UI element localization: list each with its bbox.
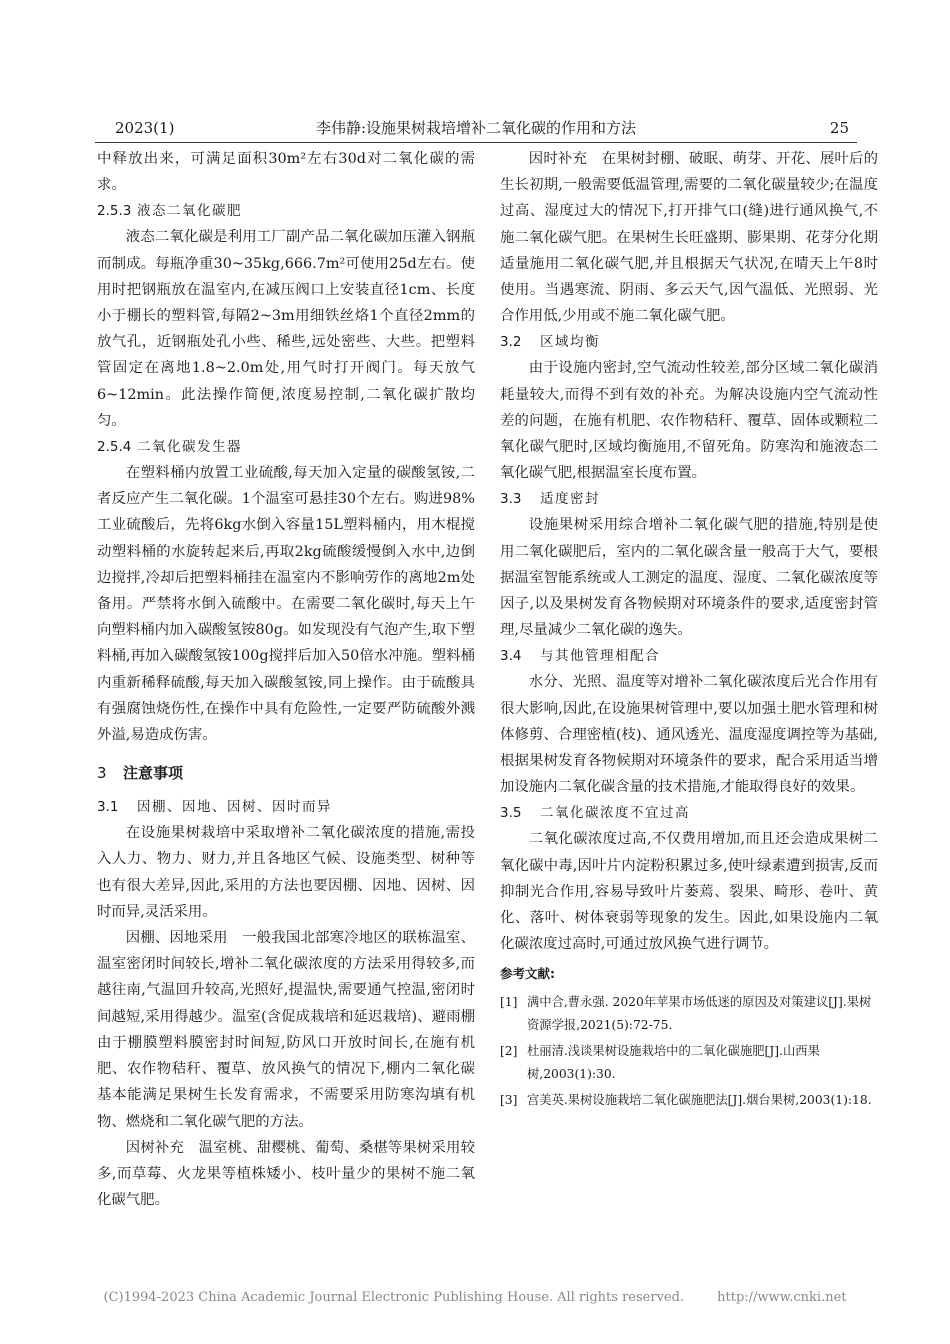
section-number: 3.5 — [500, 805, 522, 822]
footer-url[interactable]: http://www.cnki.net — [717, 1290, 847, 1305]
section-heading-3-4 — [500, 643, 878, 669]
section-heading-2-5-4 — [97, 434, 475, 460]
reference-number: [3] — [500, 1093, 518, 1108]
references-title: 参考文献: — [500, 966, 555, 982]
section-title: 区域均衡 — [540, 334, 600, 351]
section-number: 2.5.3 — [97, 203, 132, 220]
paragraph: 在塑料桶内放置工业硫酸,每天加入定量的碳酸氢铵,二者反应产生二氧化碳。1个温室可悬挂30个左右。购进98%工业硫酸后，先将6kg水倒入容量15L塑料桶内，用木棍搅动塑料桶的水旋转起来后,再取2kg硫酸缓慢倒入水中,边倒边搅拌,冷却后把塑料桶挂在温室内不影响劳作的离地2m处备用。严禁将水倒入硫酸中。在需要二氧化碳时,每天上午向塑料桶内加入碳酸氢铵80g。如发现没有气泡产生,取下塑料桶,再加入碳酸氢铵100g搅拌后加入50倍水冲施。塑料桶内重新稀释硫酸,每天加入碳酸氢铵,同上操作。由于硫酸具有强腐蚀烧伤性,在操作中具有危险性,一定要严防硫酸外溅外溢,易造成伤害。 — [97, 465, 475, 744]
section-number: 3.1 — [97, 799, 119, 816]
right-column — [500, 146, 878, 1116]
page-number: 25 — [829, 119, 849, 137]
reference-item — [500, 991, 878, 1036]
paragraph: 在设施果树栽培中采取增补二氧化碳浓度的措施,需投入人力、物力、财力,并且各地区气候、设施类型、树种等也有很大差异,因此,采用的方法也要因棚、因地、因树、因时而异,灵活采用。 — [97, 825, 475, 920]
running-title: 李伟静:设施果树栽培增补二氧化碳的作用和方法 — [315, 119, 637, 137]
section-title: 二氧化碳浓度不宜过高 — [540, 805, 690, 822]
section-heading-3-3 — [500, 486, 878, 512]
reference-text: 满中合,曹永强. 2020年苹果市场低迷的原因及对策建议[J].果树资源学报,2021(5):72-75. — [527, 995, 872, 1032]
section-number: 3.3 — [500, 491, 522, 508]
section-title: 适度密封 — [540, 491, 600, 508]
section-number: 2.5.4 — [97, 439, 132, 456]
paragraph-lead: 因树补充 — [125, 1139, 185, 1156]
paragraph-lead: 因时补充 — [528, 151, 588, 167]
reference-number: [1] — [500, 995, 518, 1010]
paragraph: 由于设施内密封,空气流动性较差,部分区域二氧化碳消耗量较大,而得不到有效的补充。为解决设施内空气流动性差的问题，在施有机肥、农作物秸秆、覆草、固体或颗粒二氧化碳气肥时,区域均衡施用,不留死角。防寒沟和施液态二氧化碳气肥,根据温室长度布置。 — [500, 360, 878, 482]
paragraph — [97, 1135, 475, 1214]
section-heading-2-5-3 — [97, 198, 475, 224]
paragraph: 二氧化碳浓度过高,不仅费用增加,而且还会造成果树二氧化碳中毒,因叶片内淀粉积累过多,使叶绿素遭到损害,反而抑制光合作用,容易导致叶片萎蔫、裂果、畸形、卷叶、黄化、落叶、树体衰弱等现象的发生。因此,如果设施内二氧化碳浓度过高时,可通过放风换气进行调节。 — [500, 831, 878, 953]
paragraph: 设施果树采用综合增补二氧化碳气肥的措施,特别是使用二氧化碳肥后，室内的二氧化碳含量一般高于大气，要根据温室智能系统或人工测定的温度、湿度、二氧化碳浓度等因子,以及果树发育各物候期对环境条件的要求,适度密封管理,尽量减少二氧化碳的逸失。 — [500, 517, 878, 639]
section-heading-3-1 — [97, 794, 475, 820]
paragraph-body: 温室桃、甜樱桃、葡萄、桑椹等果树采用较多,而草莓、火龙果等植株矮小、枝叶量少的果树不施二氧化碳气肥。 — [97, 1139, 475, 1209]
reference-text: 杜丽清.浅谈果树设施栽培中的二氧化碳施肥[J].山西果树,2003(1):30. — [527, 1044, 820, 1081]
section-title: 二氧化碳发生器 — [137, 439, 242, 456]
section-title: 与其他管理相配合 — [540, 648, 660, 665]
section-heading-3-2 — [500, 329, 878, 355]
section-number: 3.4 — [500, 648, 522, 665]
reference-item — [500, 1040, 878, 1085]
reference-text: 宫美英.果树设施栽培二氧化碳施肥法[J].烟台果树,2003(1):18. — [527, 1093, 872, 1108]
header-rule — [95, 142, 857, 143]
copyright-text: (C)1994-2023 China Academic Journal Electronic Publishing House. All rights reserved. — [103, 1290, 685, 1305]
section-title: 注意事项 — [123, 764, 184, 783]
section-number: 3 — [97, 764, 107, 783]
left-column — [97, 146, 475, 1213]
copyright-footer — [0, 1288, 950, 1308]
section-heading-3-5 — [500, 800, 878, 826]
paragraph — [97, 925, 475, 1135]
paragraph-body: 一般我国北部寒冷地区的联栋温室、温室密闭时间较长,增补二氧化碳浓度的方法采用得较多,而越往南,气温回升较高,光照好,提温快,需要通气控温,密闭时间越短,采用得越少。温室(含促成栽培和延迟栽培)、避雨棚由于棚膜塑料膜密封时间短,防风口开放时间长,在施有机肥、农作物秸秆、覆草、放风换气的情况下,棚内二氧化碳基本能满足果树生长发育需求，不需要采用防寒沟填有机物、燃烧和二氧化碳气肥的方法。 — [97, 930, 475, 1130]
paragraph-body: 在果树封棚、破眠、萌芽、开花、展叶后的生长初期,一般需要低温管理,需要的二氧化碳量较少;在温度过高、湿度过大的情况下,打开排气口(缝)进行通风换气,不施二氧化碳气肥。在果树生长旺盛期、膨果期、花芽分化期适量施用二氧化碳气肥,并且根据天气状况,在晴天上午8时使用。当遇寒流、阴雨、多云天气,因气温低、光照弱、光合作用低,少用或不施二氧化碳气肥。 — [500, 151, 878, 325]
journal-issue: 2023(1) — [115, 119, 175, 137]
running-header — [95, 117, 857, 139]
paragraph-lead: 因棚、因地采用 — [125, 930, 228, 947]
section-number: 3.2 — [500, 334, 522, 351]
section-title: 因棚、因地、因树、因时而异 — [137, 799, 332, 816]
section-title: 液态二氧化碳肥 — [137, 203, 242, 220]
section-heading-3 — [97, 758, 475, 788]
paragraph: 水分、光照、温度等对增补二氧化碳浓度后光合作用有很大影响,因此,在设施果树管理中,要以加强土肥水管理和树体修剪、合理密植(枝)、通风透光、温度湿度调控等为基础,根据果树发育各物候期对环境条件的要求，配合采用适当增加设施内二氧化碳含量的技术措施,才能取得良好的效果。 — [500, 674, 878, 796]
reference-number: [2] — [500, 1044, 518, 1059]
paragraph — [500, 146, 878, 329]
reference-item — [500, 1089, 878, 1112]
paragraph: 液态二氧化碳是利用工厂副产品二氧化碳加压灌入钢瓶而制成。每瓶净重30~35kg,666.7m²可使用25d左右。使用时把钢瓶放在温室内,在减压阀口上安装直径1cm、长度小于棚长的塑料管,每隔2~3m用细铁丝烙1个直径2mm的放气孔，近钢瓶处孔小些、稀些,远处密些、大些。把塑料管固定在离地1.8~2.0m处,用气时打开阀门。每天放气6~12min。此法操作简便,浓度易控制,二氧化碳扩散均匀。 — [97, 229, 475, 429]
paragraph: 中释放出来，可满足面积30m²左右30d对二氧化碳的需求。 — [97, 151, 475, 194]
